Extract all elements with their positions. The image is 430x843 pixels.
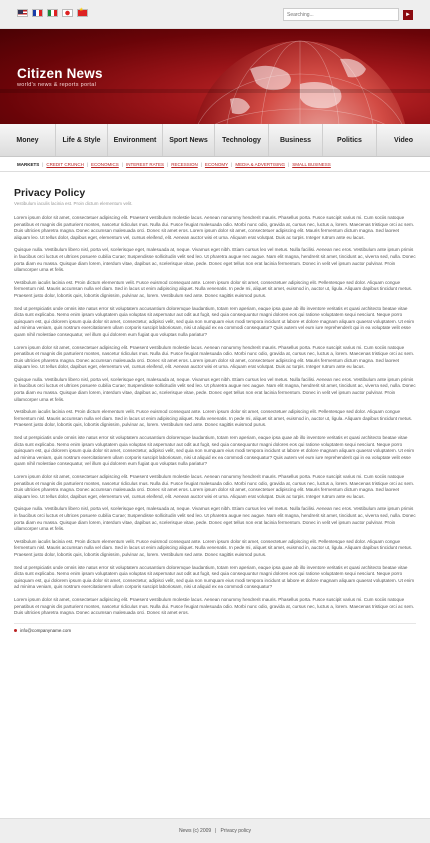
it-flag-icon[interactable] xyxy=(47,9,58,17)
article-paragraph: Quisque nulla. Vestibulum libero nisl, porta vel, scelerisque eget, malesuada at, neque. Vivamus eget nibh. Etiam cursus leo vel metus. Nulla facilisi. Aenean nec eros. Vestibulum ante ipsum primis in faucibus orci luctus et ultrices posuere cubilia Curae; Suspendisse sollicitudin velit sed leo. Ut pharetra augue nec augue. Nam elit magna, hendrerit sit amet, tincidunt ac, viverra sed, nulla. Donec porta diam eu massa. Quisque diam lorem, interdum vitae, dapibus ac, scelerisque vitae, pede. Donec eget tellus non erat lacinia fermentum. Donec in velit vel ipsum auctor pulvinar. Proin ullamcorper urna et felis. xyxy=(14,506,416,532)
search-button[interactable] xyxy=(403,10,413,20)
article-paragraph: Vestibulum iaculis lacinia est. Proin dictum elementum velit. Fusce euismod consequat ante. Lorem ipsum dolor sit amet, consectetuer adipiscing elit. Pellentesque sed dolor. Aliquam congue fermentum nisl. Mauris accumsan nulla vel diam. Sed in lacus ut enim adipiscing aliquet. Nulla venenatis. In pede mi, aliquet sit amet, euismod in, auctor ut, ligula. Aliquam dapibus tincidunt metus. Praesent justo dolor, lobortis quis, lobortis dignissim, pulvinar ac, lorem. Vestibulum sed ante. Donec sagittis euismod purus. xyxy=(14,279,413,298)
article-paragraph: Quisque nulla. Vestibulum libero nisl, porta vel, scelerisque eget, malesuada at, neque. Vivamus eget nibh. Etiam cursus leo vel metus. Nulla facilisi. Aenean nec eros. Vestibulum ante ipsum primis in faucibus orci luctus et ultrices posuere cubilia Curae; Suspendisse sollicitudin velit sed leo. Ut pharetra augue nec augue. Nam elit magna, hendrerit sit amet, tincidunt ac, viverra sed, nulla. Donec porta diam eu massa. Quisque diam lorem, interdum vitae, dapibus ac, scelerisque vitae, pede. Donec eget tellus non erat lacinia fermentum. Donec in velit vel ipsum auctor pulvinar. Proin ullamcorper urna et felis. xyxy=(14,247,416,273)
subnav-link-interest-rates[interactable]: INTEREST RATES xyxy=(125,161,165,167)
main-content xyxy=(0,172,430,633)
nav-item-environment[interactable]: Environment xyxy=(108,124,163,156)
subnav-link-recession[interactable]: RECESSION xyxy=(171,161,198,167)
nav-item-money[interactable]: Money xyxy=(0,124,56,156)
nav-item-business[interactable]: Business xyxy=(269,124,323,156)
article-paragraph: Sed ut perspiciatis unde omnis iste natus error sit voluptatem accusantium doloremque laudantium, totam rem aperiam, eaque ipsa quae ab illo inventore veritatis et quasi architecto beatae vitae dicta sunt explicabo. Nemo enim ipsam voluptatem quia voluptas sit aspernatur aut odit aut fugit, sed quia consequuntur magni dolores eos qui ratione voluptatem sequi nesciunt. Neque porro quisquam est, qui dolorem ipsum quia dolor sit amet, consectetur, adipisci velit, sed quia non numquam eius modi tempora incidunt ut labore et dolore magnam aliquam quaerat voluptatem. Ut enim ad minima veniam, quis nostrum exercitationem ullam corporis suscipit laboriosam, nisi ut aliquid ex ea commodi consequatur? Quis autem vel eum iure reprehenderit qui in ea voluptate velit esse quam nihil molestiae consequatur, vel illum qui dolorem eum fugiat quo voluptas nulla pariatur? xyxy=(14,305,415,337)
nav-item-technology[interactable]: Technology xyxy=(215,124,269,156)
page-subtitle: Vestibulum iaculis lacinia est. Proin dictum elementum velit. xyxy=(14,201,133,206)
nav-item-sport-news[interactable]: Sport News xyxy=(163,124,215,156)
article-paragraph: Lorem ipsum dolor sit amet, consectetuer adipiscing elit. Praesent vestibulum molestie lacus. Aenean nonummy hendrerit mauris. Phasellus porta. Fusce suscipit varius mi. Cum sociis natoque penatibus et magnis dis parturient montes, nascetur ridiculus mus. Nulla dui. Fusce feugiat malesuada odio. Morbi nunc odio, gravida at, cursus nec, luctus a, lorem. Maecenas tristique orci ac sem. Duis ultricies pharetra magna. Donec accumsan malesuada orci. Donec sit amet eros. Lorem ipsum dolor sit amet, consectetuer adipiscing elit. Mauris fermentum dictum magna. Sed laoreet aliquam leo. Ut tellus dolor, dapibus eget, elementum vel, cursus eleifend, elit. Aenean auctor wisi et urna. Aliquam erat volutpat. Duis ac turpis. Integer rutrum ante eu lacus. xyxy=(14,215,415,240)
article-paragraph: Sed ut perspiciatis unde omnis iste natus error sit voluptatem accusantium doloremque laudantium, totam rem aperiam, eaque ipsa quae ab illo inventore veritatis et quasi architecto beatae vitae dicta sunt explicabo. Nemo enim ipsam voluptatem quia voluptas sit aspernatur aut odit aut fugit, sed quia consequuntur magni dolores eos qui ratione voluptatem sequi nesciunt. Neque porro quisquam est, qui dolorem ipsum quia dolor sit amet, consectetur, adipisci velit, sed quia non numquam eius modi tempora incidunt ut labore et dolore magnam aliquam quaerat voluptatem. Ut enim ad minima veniam, quis nostrum exercitationem ullam corporis suscipit laboriosam, nisi ut aliquid ex ea commodi consequatur? Quis autem vel eum iure reprehenderit qui in ea voluptate velit esse quam nihil molestiae consequatur, vel illum qui dolorem eum fugiat quo voluptas nulla pariatur? xyxy=(14,435,415,467)
article-paragraph: Vestibulum iaculis lacinia est. Proin dictum elementum velit. Fusce euismod consequat ante. Lorem ipsum dolor sit amet, consectetuer adipiscing elit. Pellentesque sed dolor. Aliquam congue fermentum nisl. Mauris accumsan nulla vel diam. Sed in lacus ut enim adipiscing aliquet. Nulla venenatis. In pede mi, aliquet sit amet, euismod in, auctor ut, ligula. Aliquam dapibus tincidunt metus. Praesent justo dolor, lobortis quis, lobortis dignissim, pulvinar ac, lorem. Vestibulum sed ante. Donec sagittis euismod purus. xyxy=(14,538,413,557)
contact-email-text[interactable]: info@companyname.com xyxy=(20,627,72,633)
footer-privacy-link[interactable]: Privacy policy xyxy=(220,828,252,834)
subnav-active-markets[interactable]: MARKETS xyxy=(17,161,40,167)
fr-flag-icon[interactable] xyxy=(32,9,43,17)
sub-nav: MARKETS | CREDIT CRUNCH | ECONOMICS | INTEREST RATES | RECESSION | ECONOMY | MEDIA & ADVERTISING | SMALL BUSINESS xyxy=(0,157,430,172)
nav-item-politics[interactable]: Politics xyxy=(323,124,377,156)
divider xyxy=(14,623,416,624)
subnav-link-economics[interactable]: ECONOMICS xyxy=(91,161,119,167)
article-body xyxy=(14,215,416,617)
article-paragraph: Sed ut perspiciatis unde omnis iste natus error sit voluptatem accusantium doloremque laudantium, totam rem aperiam, eaque ipsa quae ab illo inventore veritatis et quasi architecto beatae vitae dicta sunt explicabo. Nemo enim ipsam voluptatem quia voluptas sit aspernatur aut odit aut fugit, sed quia consequuntur magni dolores eos qui ratione voluptatem sequi nesciunt. Neque porro quisquam est, qui dolorem ipsum quia dolor sit amet, consectetur, adipisci velit, sed quia non numquam eius modi tempora incidunt ut labore et dolore magnam aliquam quaerat voluptatem. Ut enim ad minima veniam, quis nostrum exercitationem ullam corporis suscipit laboriosam, nisi ut aliquid ex ea commodi consequatur? xyxy=(14,564,415,590)
logo-tagline: world's news & reports portal xyxy=(17,82,97,88)
search-input[interactable] xyxy=(283,8,399,21)
footer xyxy=(0,818,430,843)
site-logo[interactable] xyxy=(17,67,103,88)
search-box xyxy=(283,8,413,21)
footer-separator: | xyxy=(215,828,217,834)
subnav-link-small-business[interactable]: SMALL BUSINESS xyxy=(292,161,331,167)
subnav-link-credit-crunch[interactable]: CREDIT CRUNCH xyxy=(46,161,84,167)
article-paragraph: Lorem ipsum dolor sit amet, consectetuer adipiscing elit. Praesent vestibulum molestie lacus. Aenean nonummy hendrerit mauris. Phasellus porta. Fusce suscipit varius mi. Cum sociis natoque penatibus et magnis dis parturient montes, nascetur ridiculus mus. Nulla dui. Fusce feugiat malesuada odio. Morbi nunc odio, gravida at, cursus nec, luctus a, lorem. Maecenas tristique orci ac sem. Duis ultricies pharetra magna. Donec accumsan malesuada orci. Donec sit amet eros. Lorem ipsum dolor sit amet, consectetuer adipiscing elit. Mauris fermentum dictum magna. Sed laoreet aliquam leo. Ut tellus dolor, dapibus eget, elementum vel, cursus eleifend, elit. Aenean auctor wisi et urna. Aliquam erat volutpat. Duis ac turpis. Integer rutrum ante eu lacus. xyxy=(14,474,415,499)
site-header xyxy=(0,29,430,124)
footer-copyright: News (c) 2009 xyxy=(178,828,212,834)
jp-flag-icon[interactable] xyxy=(62,9,73,17)
arrow-right-icon: ► xyxy=(405,11,411,18)
article-paragraph: Vestibulum iaculis lacinia est. Proin dictum elementum velit. Fusce euismod consequat ante. Lorem ipsum dolor sit amet, consectetuer adipiscing elit. Pellentesque sed dolor. Aliquam congue fermentum nisl. Mauris accumsan nulla vel diam. Sed in lacus ut enim adipiscing aliquet. Nulla venenatis. In pede mi, aliquet sit amet, euismod in, auctor ut, ligula. Aliquam dapibus tincidunt metus. Praesent justo dolor, lobortis quis, lobortis dignissim, pulvinar ac, lorem. Vestibulum sed ante. Donec sagittis euismod purus. xyxy=(14,409,413,428)
subnav-link-media-advertising[interactable]: MEDIA & ADVERTISING xyxy=(235,161,286,167)
contact-email[interactable] xyxy=(14,628,416,633)
subnav-link-economy[interactable]: ECONOMY xyxy=(204,161,229,167)
logo-title: Citizen News xyxy=(17,66,103,81)
article-paragraph: Lorem ipsum dolor sit amet, consectetuer adipiscing elit. Praesent vestibulum molestie lacus. Aenean nonummy hendrerit mauris. Phasellus porta. Fusce suscipit varius mi. Cum sociis natoque penatibus et magnis dis parturient montes, nascetur ridiculus mus. Nulla dui. Fusce feugiat malesuada odio. Morbi nunc odio, gravida at, cursus nec, luctus a, lorem. Maecenas tristique orci ac sem. Duis ultricies pharetra magna. Donec accumsan malesuada orci. Donec sit amet eros. Lorem ipsum dolor sit amet, consectetuer adipiscing elit. Mauris fermentum dictum magna. Sed laoreet aliquam leo. Ut tellus dolor, dapibus eget, elementum vel, cursus eleifend, elit. Aenean auctor wisi et urna. Aliquam erat volutpat. Duis ac turpis. Integer rutrum ante eu lacus. xyxy=(14,344,415,370)
top-bar xyxy=(0,0,430,29)
cn-flag-icon[interactable] xyxy=(77,9,88,17)
article-paragraph: Quisque nulla. Vestibulum libero nisl, porta vel, scelerisque eget, malesuada at, neque. Vivamus eget nibh. Etiam cursus leo vel metus. Nulla facilisi. Aenean nec eros. Vestibulum ante ipsum primis in faucibus orci luctus et ultrices posuere cubilia Curae; Suspendisse sollicitudin velit sed leo. Ut pharetra augue nec augue. Nam elit magna, hendrerit sit amet, tincidunt ac, viverra sed, nulla. Donec porta diam eu massa. Quisque diam lorem, interdum vitae, dapibus ac, scelerisque vitae, pede. Donec eget tellus non erat lacinia fermentum. Donec in velit vel ipsum auctor pulvinar. Proin ullamcorper urna et felis. xyxy=(14,376,416,402)
bullet-icon xyxy=(14,629,17,632)
article-paragraph: Lorem ipsum dolor sit amet, consectetuer adipiscing elit. Praesent vestibulum molestie lacus. Aenean nonummy hendrerit mauris. Phasellus porta. Fusce suscipit varius mi. Cum sociis natoque penatibus et magnis dis parturient montes, nascetur ridiculus mus. Nulla dui. Fusce feugiat malesuada odio. Morbi nunc odio, gravida at, cursus nec, luctus a, lorem. Maecenas tristique orci ac sem. Duis ultricies pharetra magna. Donec accumsan malesuada orci. Donec sit amet eros. xyxy=(14,596,415,616)
us-flag-icon[interactable] xyxy=(17,9,28,17)
nav-item-life-style[interactable]: Life & Style xyxy=(56,124,108,156)
language-flags xyxy=(17,9,88,17)
header-band xyxy=(0,89,430,93)
page-title: Privacy Policy xyxy=(14,187,86,199)
main-nav xyxy=(0,124,430,157)
nav-item-video[interactable]: Video xyxy=(394,136,413,144)
